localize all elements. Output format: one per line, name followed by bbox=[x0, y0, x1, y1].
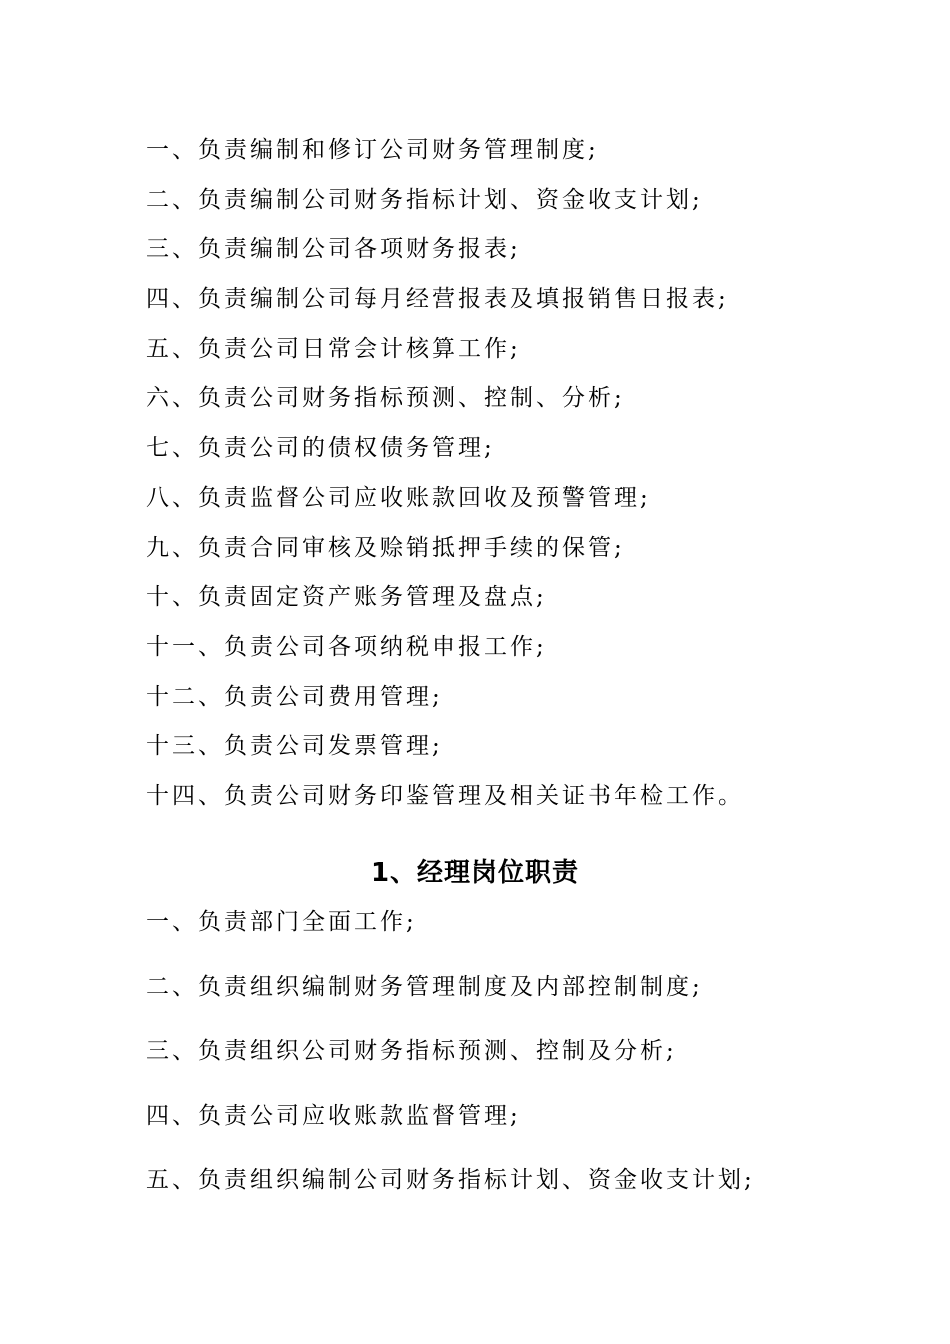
manager-duties-list bbox=[146, 897, 906, 1220]
manager-duty-item: 四、负责公司应收账款监督管理; bbox=[146, 1102, 521, 1129]
duty-item: 八、负责监督公司应收账款回收及预警管理; bbox=[146, 484, 651, 511]
duty-item: 九、负责合同审核及赊销抵押手续的保管; bbox=[146, 534, 625, 561]
duty-item: 六、负责公司财务指标预测、控制、分析; bbox=[146, 385, 625, 412]
duty-item: 十四、负责公司财务印鉴管理及相关证书年检工作。 bbox=[146, 782, 744, 809]
duty-item: 十一、负责公司各项纳税申报工作; bbox=[146, 633, 547, 660]
duty-item: 十三、负责公司发票管理; bbox=[146, 733, 443, 760]
duty-item: 三、负责编制公司各项财务报表; bbox=[146, 236, 521, 263]
duty-item: 十二、负责公司费用管理; bbox=[146, 683, 443, 710]
section-heading: 1、经理岗位职责 bbox=[370, 858, 580, 888]
manager-duty-item: 二、负责组织编制财务管理制度及内部控制制度; bbox=[146, 973, 703, 1000]
duty-item: 五、负责公司日常会计核算工作; bbox=[146, 335, 521, 362]
duty-item: 七、负责公司的债权债务管理; bbox=[146, 435, 495, 462]
department-duties-list bbox=[146, 126, 906, 822]
manager-duty-item: 三、负责组织公司财务指标预测、控制及分析; bbox=[146, 1038, 677, 1064]
duty-item: 二、负责编制公司财务指标计划、资金收支计划; bbox=[146, 186, 703, 213]
duty-item: 一、负责编制和修订公司财务管理制度; bbox=[146, 137, 599, 163]
duty-item: 十、负责固定资产账务管理及盘点; bbox=[146, 584, 547, 611]
manager-duty-item: 五、负责组织编制公司财务指标计划、资金收支计划; bbox=[146, 1167, 755, 1193]
duty-item: 四、负责编制公司每月经营报表及填报销售日报表; bbox=[146, 286, 729, 313]
manager-duty-item: 一、负责部门全面工作; bbox=[146, 909, 417, 935]
